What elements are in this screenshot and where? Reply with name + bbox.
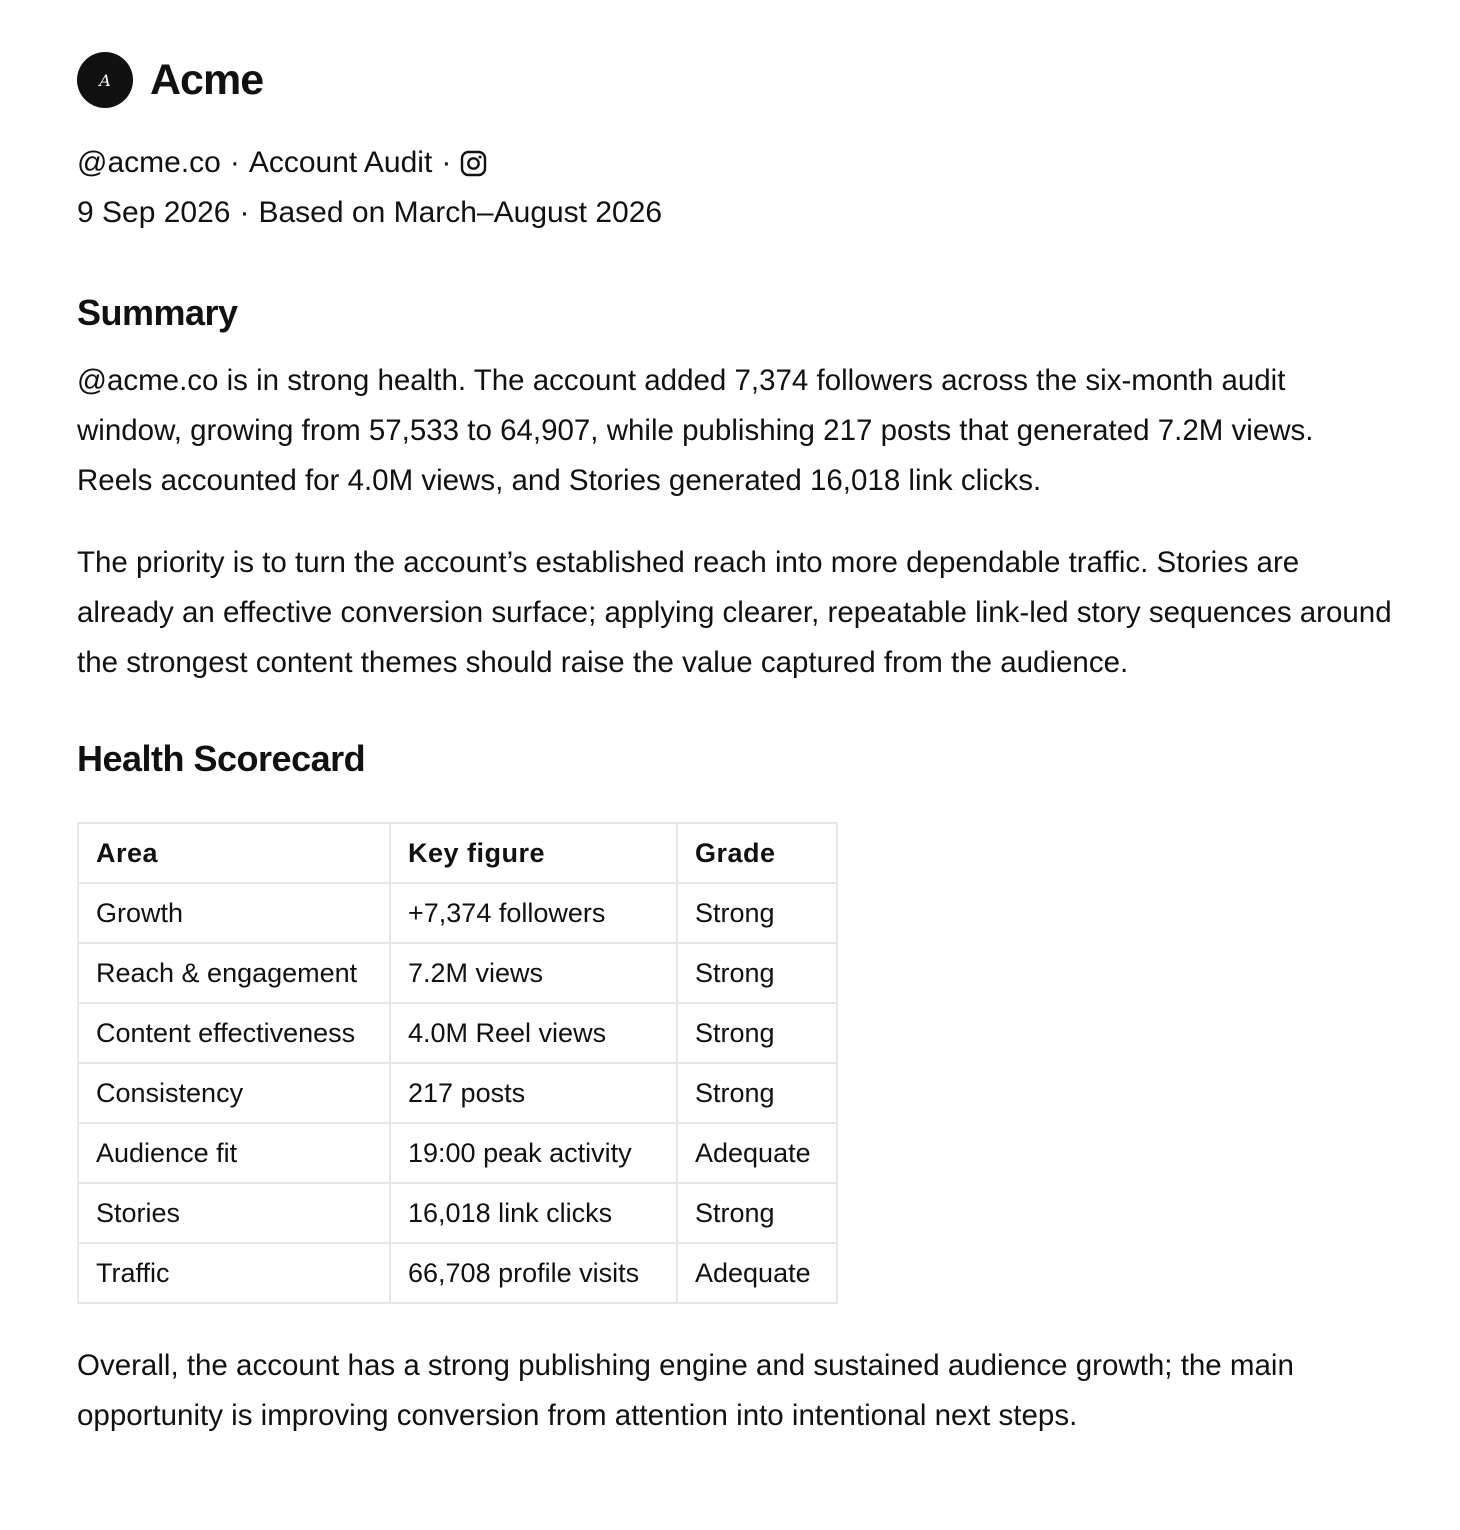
- cell-grade: Strong: [677, 1183, 837, 1243]
- report-period: Based on March–August 2026: [258, 196, 663, 229]
- table-header-row: [78, 823, 837, 883]
- report-date: 9 Sep 2026: [77, 196, 231, 229]
- cell-key-figure: 4.0M Reel views: [390, 1003, 677, 1063]
- cell-key-figure: 217 posts: [390, 1063, 677, 1123]
- cell-grade: Strong: [677, 883, 837, 943]
- instagram-icon: [460, 150, 487, 177]
- table-row: [78, 1183, 837, 1243]
- cell-area: Audience fit: [78, 1123, 390, 1183]
- cell-area: Reach & engagement: [78, 943, 390, 1003]
- summary-heading: Summary: [77, 292, 238, 333]
- cell-area: Stories: [78, 1183, 390, 1243]
- cell-key-figure: 16,018 link clicks: [390, 1183, 677, 1243]
- summary-paragraph-2: The priority is to turn the account’s established reach into more dependable traffic. Stories are already an effective conversion surface; applying clearer, repeatable link-led story sequences around the strongest content themes should raise the value captured from the audience.: [77, 546, 1392, 679]
- column-header-area: Area: [78, 823, 390, 883]
- column-header-grade: Grade: [677, 823, 837, 883]
- acme-logo: [77, 52, 133, 108]
- scorecard-heading: Health Scorecard: [77, 738, 366, 779]
- cell-key-figure: +7,374 followers: [390, 883, 677, 943]
- cell-area: Traffic: [78, 1243, 390, 1303]
- meta-line-1: [77, 138, 1397, 188]
- cell-grade: Adequate: [677, 1243, 837, 1303]
- health-scorecard-table: [77, 822, 838, 1304]
- cell-key-figure: 19:00 peak activity: [390, 1123, 677, 1183]
- cell-key-figure: 7.2M views: [390, 943, 677, 1003]
- column-header-key-figure: Key figure: [390, 823, 677, 883]
- table-row: [78, 1243, 837, 1303]
- meta-separator: ·: [239, 196, 250, 229]
- table-row: [78, 943, 837, 1003]
- meta-separator: ·: [229, 146, 240, 179]
- table-row: [78, 1063, 837, 1123]
- cell-area: Content effectiveness: [78, 1003, 390, 1063]
- cell-grade: Adequate: [677, 1123, 837, 1183]
- table-row: [78, 883, 837, 943]
- summary-paragraph-1: @acme.co is in strong health. The account added 7,374 followers across the six-month audit window, growing from 57,533 to 64,907, while publishing 217 posts that generated 7.2M views. Reels accounted for 4.0M views, and Stories generated 16,018 link clicks.: [77, 364, 1314, 497]
- logo-letter: A: [99, 70, 111, 90]
- meta-line-2: [77, 188, 1397, 238]
- cell-grade: Strong: [677, 1003, 837, 1063]
- brand-header: [77, 52, 1397, 108]
- cell-key-figure: 66,708 profile visits: [390, 1243, 677, 1303]
- cell-area: Consistency: [78, 1063, 390, 1123]
- cell-grade: Strong: [677, 943, 837, 1003]
- report-meta: [77, 138, 1397, 238]
- meta-separator: ·: [441, 146, 452, 179]
- report-type: Account Audit: [248, 146, 433, 179]
- scorecard-conclusion: Overall, the account has a strong publishing engine and sustained audience growth; the main opportunity is improving conversion from attention into intentional next steps.: [77, 1349, 1294, 1432]
- account-handle: @acme.co: [77, 146, 221, 179]
- table-row: [78, 1123, 837, 1183]
- table-row: [78, 1003, 837, 1063]
- cell-area: Growth: [78, 883, 390, 943]
- cell-grade: Strong: [677, 1063, 837, 1123]
- brand-name: Acme: [150, 55, 264, 104]
